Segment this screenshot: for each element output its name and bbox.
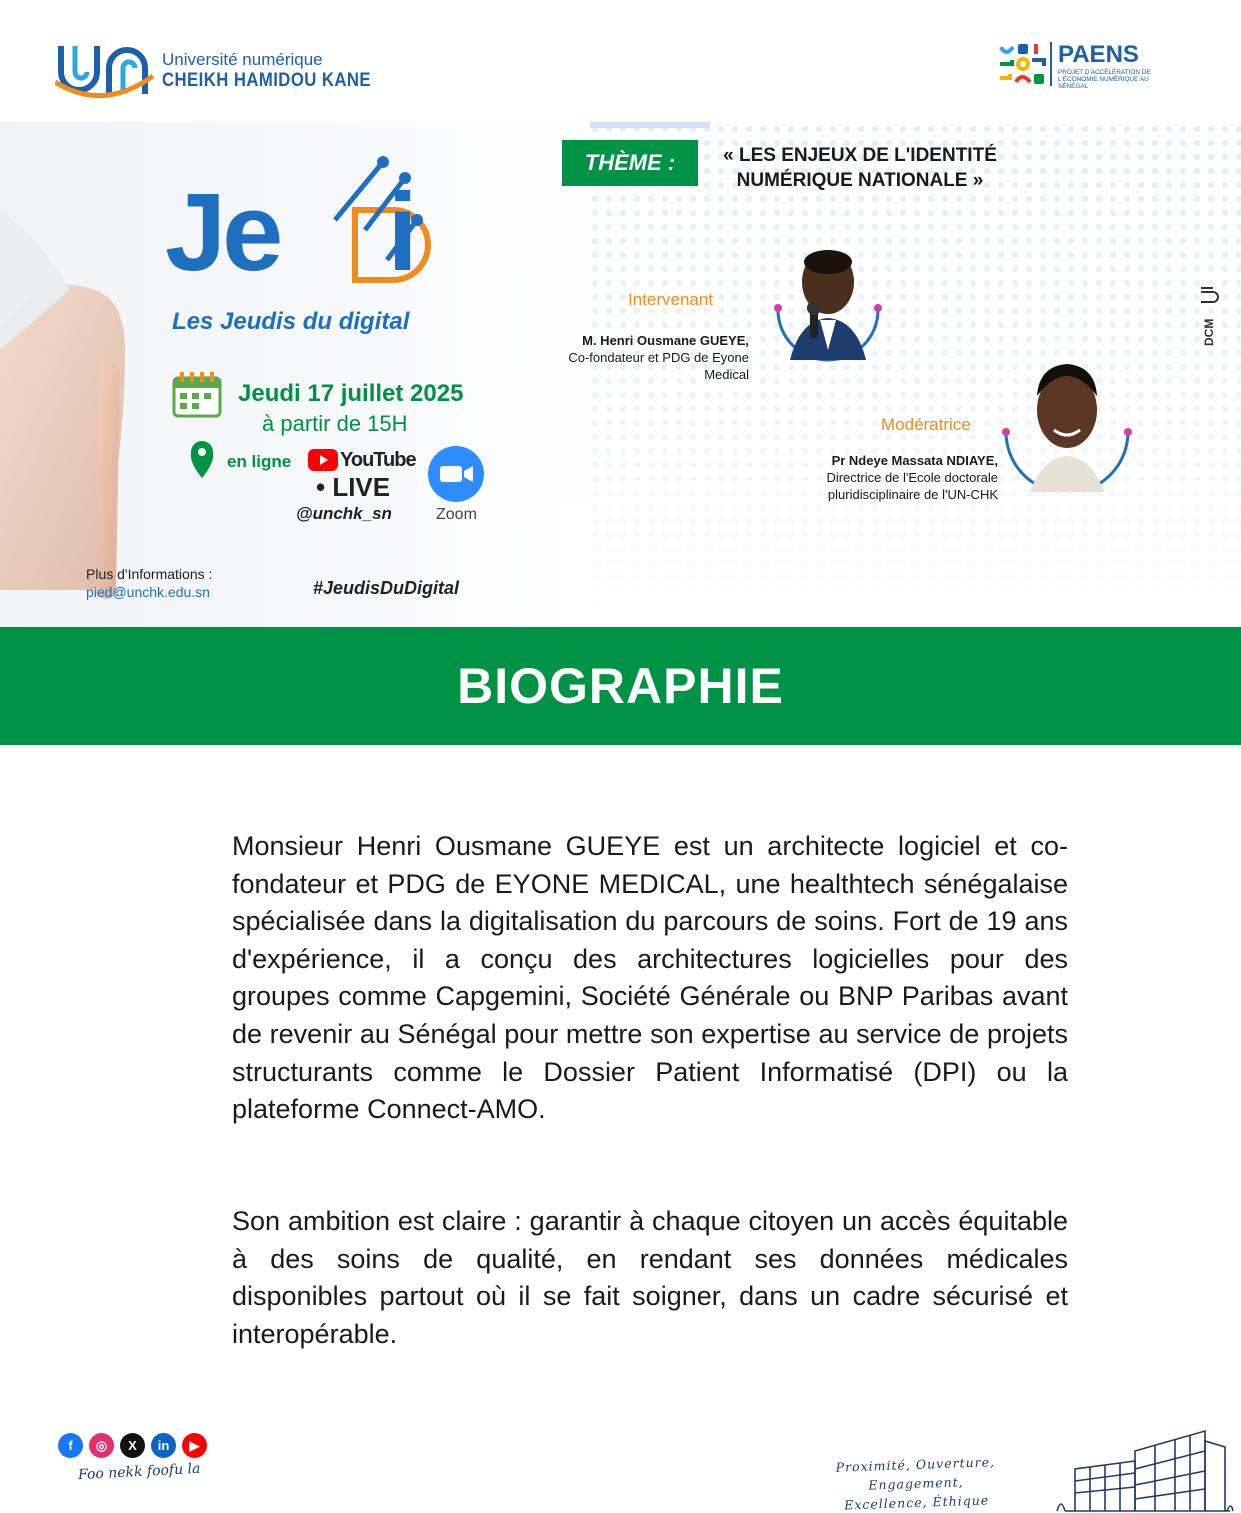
calendar-icon <box>172 372 222 418</box>
zoom-icon[interactable] <box>428 446 484 502</box>
paens-logo-icon <box>998 42 1048 87</box>
speaker-description: Co-fondateur et PDG de Eyone Medical <box>568 350 749 382</box>
moderator-description: Directrice de l'Ecole doctorale pluridisciplinaire de l'UN-CHK <box>826 470 998 502</box>
building-illustration <box>1055 1425 1235 1513</box>
facebook-icon[interactable]: f <box>58 1433 83 1458</box>
event-time: à partir de 15H <box>262 411 408 436</box>
paens-subtitle: PROJET D'ACCÉLÉRATION DE L'ÉCONOMIE NUMÉRIQUE AU SÉNÉGAL <box>1058 69 1151 90</box>
biography-paragraph-2: Son ambition est claire : garantir à chaque citoyen un accès équitable à des soins de qualité, en rendant ses données médicales disponibles partout où il se fait soigner, dans un cadre sécurisé et interopérable. <box>232 1206 1068 1349</box>
instagram-icon[interactable]: ◎ <box>89 1433 114 1458</box>
event-hashtag: #JeudisDuDigital <box>313 578 460 598</box>
biography-title: BIOGRAPHIE <box>457 658 784 714</box>
biography-band <box>0 627 1241 745</box>
speaker-photo <box>770 240 885 372</box>
social-links <box>58 1433 207 1459</box>
jeudi-subtitle: Les Jeudis du digital <box>172 308 410 335</box>
x-icon[interactable]: X <box>120 1433 145 1458</box>
biography-paragraph-1: Monsieur Henri Ousmane GUEYE est un architecte logiciel et co-fondateur et PDG de EYONE MEDICAL, une healthtech sénégalaise spécialisée dans la digitalisation du parcours de soins. Fort de 19 ans d'expérience, il a conçu des architectures logicielles pour des groupes comme Capgemini, Société Générale ou BNP Paribas avant de revenir au Sénégal pour mettre son expertise au service de projets structurants comme le Dossier Patient Informatisé (DPI) ou la plateforme Connect-AMO. <box>232 831 1068 1125</box>
event-date: Jeudi 17 juillet 2025 <box>238 380 464 407</box>
paens-title: PAENS <box>1058 41 1139 68</box>
theme-label: THÈME : <box>562 140 698 186</box>
zoom-label: Zoom <box>436 506 477 523</box>
dcm-logo-icon <box>1196 284 1222 348</box>
youtube-icon[interactable]: ▶ <box>182 1433 207 1458</box>
university-logo-icon <box>55 38 155 100</box>
info-email-link[interactable]: pied@unchk.edu.sn <box>86 584 210 600</box>
moderator-name: Pr Ndeye Massata NDIAYE, <box>831 453 998 468</box>
dcm-label: DCM <box>1202 318 1216 346</box>
location-pin-icon <box>189 440 215 480</box>
speaker-name: M. Henri Ousmane GUEYE, <box>582 333 749 348</box>
moderator-role: Modératrice <box>881 415 971 434</box>
values-line-2: Excellence, Éthique <box>843 1492 990 1513</box>
youtube-icon[interactable] <box>308 449 338 471</box>
theme-title: « LES ENJEUX DE L'IDENTITÉ NUMÉRIQUE NATIONALE » <box>723 145 997 191</box>
values-line-1: Proximité, Ouverture, Engagement, <box>835 1454 996 1493</box>
moderator-photo <box>1000 352 1134 492</box>
speaker-role: Intervenant <box>628 290 714 309</box>
footer-slogan: Foo nekk foofu la <box>77 1460 201 1484</box>
info-label: Plus d'Informations : <box>86 566 213 582</box>
university-name-line2: CHEIKH HAMIDOU KANE <box>162 70 371 91</box>
live-label: • LIVE <box>316 472 391 502</box>
linkedin-icon[interactable]: in <box>151 1433 176 1458</box>
social-handle[interactable]: @unchk_sn <box>296 504 392 523</box>
youtube-label: YouTube <box>340 449 416 471</box>
university-name-line1: Université numérique <box>162 50 323 69</box>
footer-values <box>799 1451 1033 1513</box>
jeudi-brand: Je i <box>165 171 414 294</box>
paens-divider <box>1050 42 1052 86</box>
event-mode: en ligne <box>227 452 292 471</box>
